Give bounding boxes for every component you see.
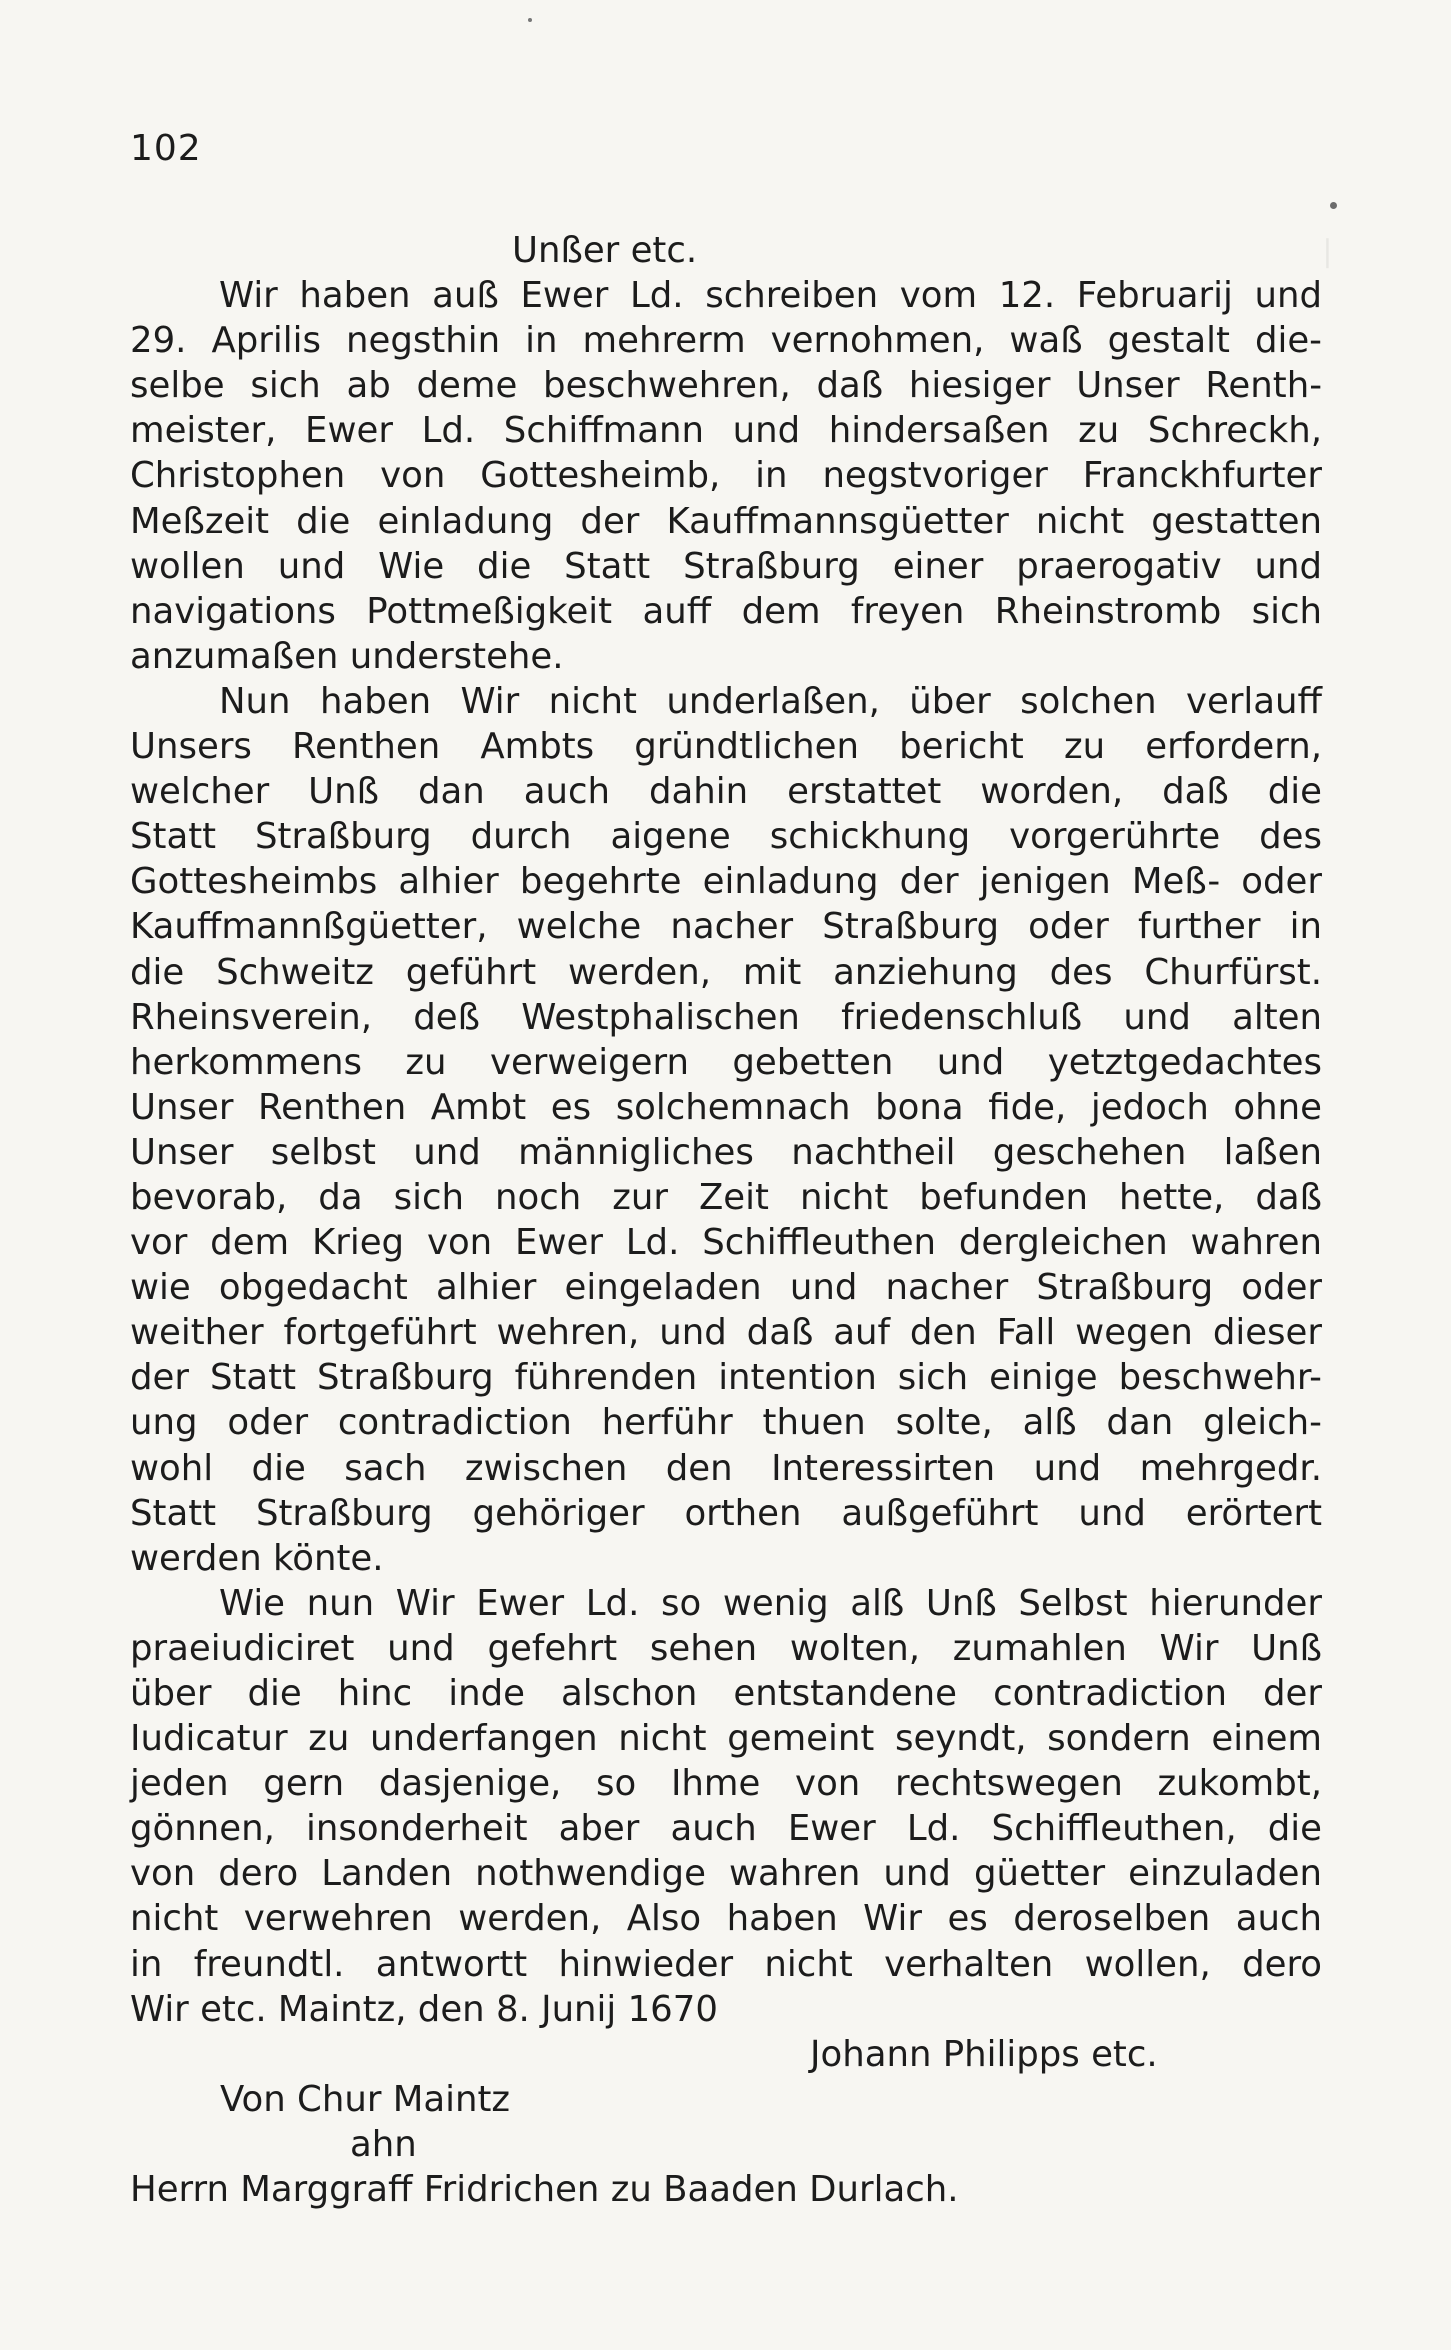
text-line: Statt Straßburg durch aigene schickhung vorgerührte des <box>130 816 1322 858</box>
text-line: Iudicatur zu underfangen nicht gemeint seyndt, sondern einem <box>130 1718 1322 1760</box>
text-line: Kauffmannßgüetter, welche nacher Straßburg oder further in <box>130 906 1322 948</box>
text-line: Statt Straßburg gehöriger orthen außgeführt und erörtert <box>130 1492 1322 1534</box>
text-line: selbe sich ab deme beschwehren, daß hiesiger Unser Renth- <box>130 365 1322 407</box>
text-line: bevorab, da sich noch zur Zeit nicht befunden hette, daß <box>130 1176 1322 1218</box>
text-line: über die hinc inde alschon entstandene contradiction der <box>130 1673 1322 1714</box>
text-line: werden könte. <box>130 1537 384 1579</box>
text-line: Gottesheimbs alhier begehrte einladung der jenigen Meß- oder <box>130 861 1322 903</box>
text-line: nicht verwehren werden, Also haben Wir es deroselben auch <box>130 1898 1322 1940</box>
text-line: Wie nun Wir Ewer Ld. so wenig alß Unß Selbst hierunder <box>219 1582 1322 1624</box>
text-line: anzumaßen understehe. <box>130 635 564 677</box>
text-line: praeiudiciret und gefehrt sehen wolten, zumahlen Wir Unß <box>130 1627 1322 1669</box>
addressee-line: Herrn Marggraff Fridrichen zu Baaden Durlach. <box>130 2169 959 2211</box>
show-through-bleed: ❘ <box>1314 234 1340 269</box>
to-line: ahn <box>350 2123 417 2165</box>
text-line: vor dem Krieg von Ewer Ld. Schiffleuthen dergleichen wahren <box>130 1222 1322 1264</box>
sender-line: Von Chur Maintz <box>220 2078 510 2120</box>
text-line: herkommens zu verweigern gebetten und yetztgedachtes <box>130 1041 1322 1083</box>
text-line: Rheinsverein, deß Westphalischen friedenschluß und alten <box>130 996 1322 1038</box>
paper-speck <box>1330 202 1337 209</box>
text-line: 29. Aprilis negsthin in mehrerm vernohmen, waß gestalt die- <box>130 320 1322 362</box>
text-line: meister, Ewer Ld. Schiffmann und hindersaßen zu Schreckh, <box>130 410 1322 452</box>
date-line: Wir etc. Maintz, den 8. Junij 1670 <box>130 1988 718 2030</box>
page-number: 102 <box>130 128 202 169</box>
text-line: navigations Pottmeßigkeit auff dem freyen Rheinstromb sich <box>130 590 1322 632</box>
text-line: ung oder contradiction herführ thuen solte, alß dan gleich- <box>130 1402 1322 1444</box>
letter-body <box>130 228 1322 2212</box>
text-line: in freundtl. antwortt hinwieder nicht verhalten wollen, dero <box>130 1943 1322 1985</box>
text-line: gönnen, insonderheit aber auch Ewer Ld. Schiffleuthen, die <box>130 1808 1322 1850</box>
text-line: wie obgedacht alhier eingeladen und nacher Straßburg oder <box>130 1267 1322 1309</box>
text-line: der Statt Straßburg führenden intention sich einige beschwehr- <box>130 1357 1322 1399</box>
text-line: Meßzeit die einladung der Kauffmannsgüetter nicht gestatten <box>130 500 1322 542</box>
text-line: Wir haben auß Ewer Ld. schreiben vom 12. Februarij und <box>219 275 1322 317</box>
text-line: die Schweitz geführt werden, mit anziehung des Churfürst. <box>130 951 1322 993</box>
text-line: wohl die sach zwischen den Interessirten und mehrgedr. <box>130 1447 1322 1489</box>
paper-speck <box>528 18 532 22</box>
text-line: von dero Landen nothwendige wahren und güetter einzuladen <box>130 1853 1322 1895</box>
text-line: Unsers Renthen Ambts gründtlichen bericht zu erfordern, <box>130 726 1322 768</box>
signature-line: Johann Philipps etc. <box>810 2033 1158 2075</box>
text-line: weither fortgeführt wehren, und daß auf den Fall wegen dieser <box>130 1312 1322 1354</box>
text-line: wollen und Wie die Statt Straßburg einer praerogativ und <box>130 545 1322 587</box>
text-line: Unser selbst und männigliches nachtheil geschehen laßen <box>130 1131 1322 1173</box>
text-line: Nun haben Wir nicht underlaßen, über solchen verlauff <box>219 680 1322 722</box>
text-line: welcher Unß dan auch dahin erstattet worden, daß die <box>130 771 1322 813</box>
salutation-line: Unßer etc. <box>512 230 698 271</box>
text-line: jeden gern dasjenige, so Ihme von rechtswegen zukombt, <box>130 1763 1322 1805</box>
text-line: Unser Renthen Ambt es solchemnach bona fide, jedoch ohne <box>130 1086 1322 1128</box>
text-line: Christophen von Gottesheimb, in negstvoriger Franckhfurter <box>130 455 1322 497</box>
